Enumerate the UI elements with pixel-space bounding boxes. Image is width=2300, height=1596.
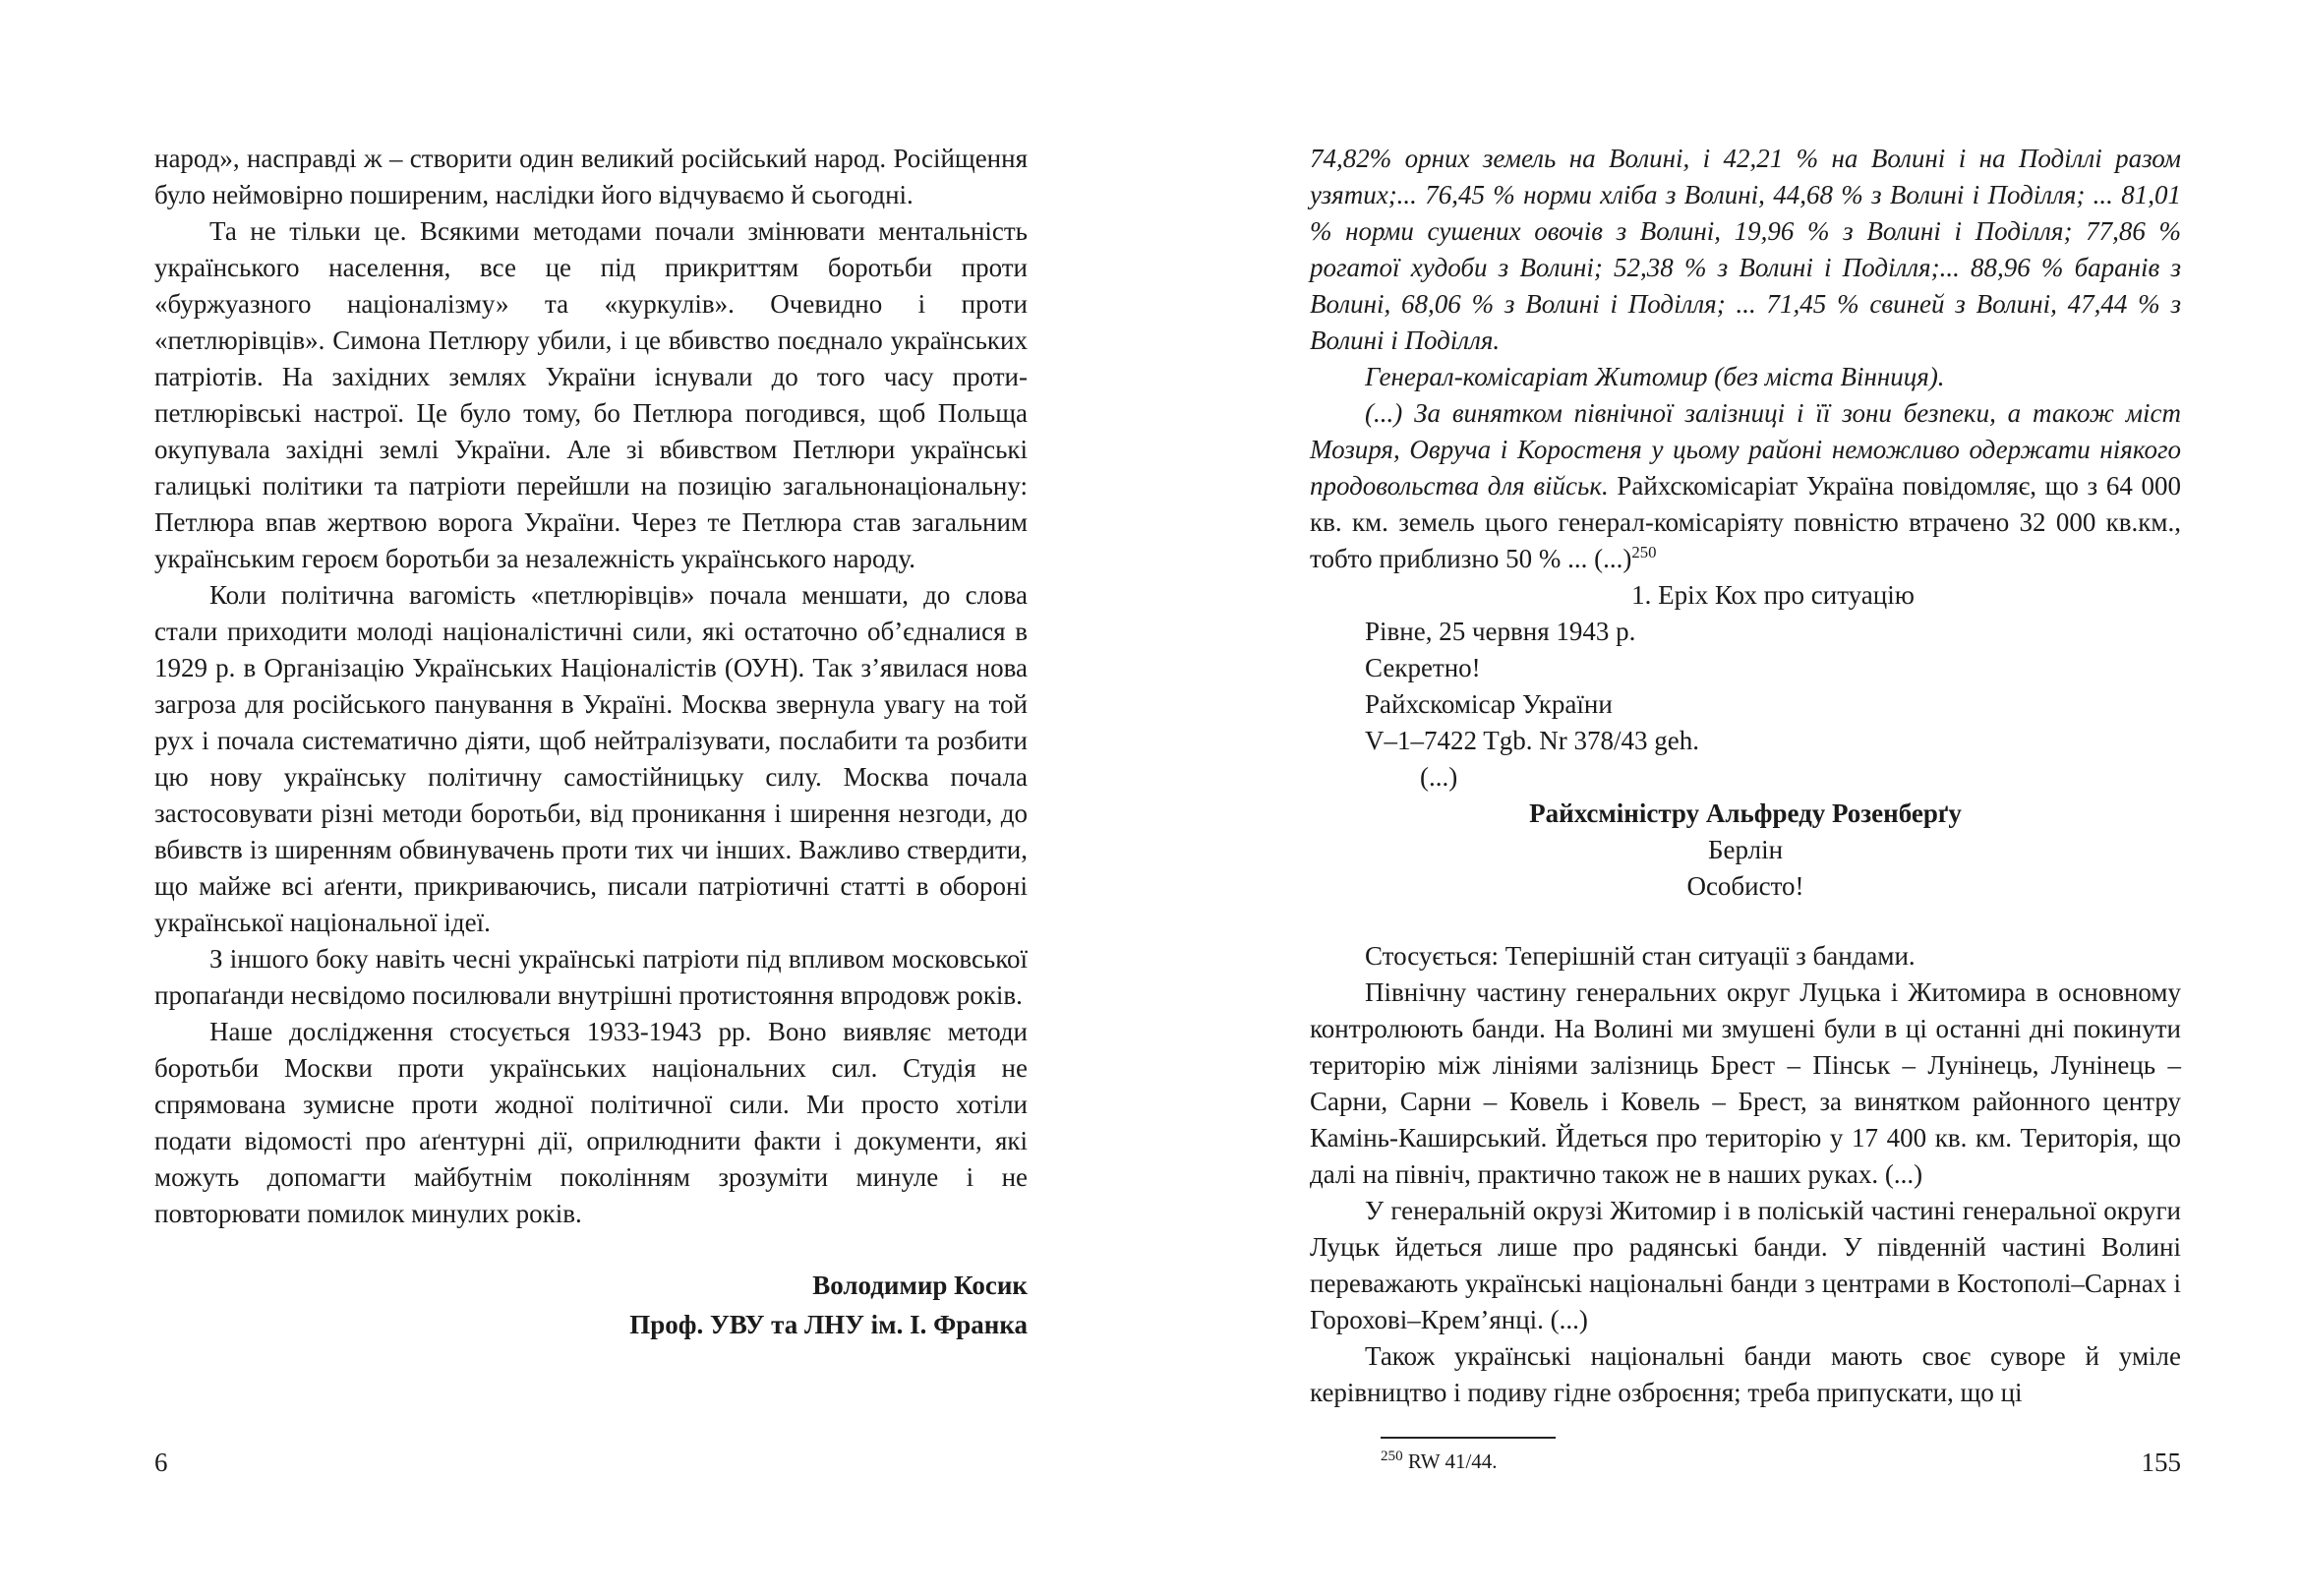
body-paragraph: Північну частину генеральних округ Луцька і Житомира в основному контролюють банди. На Волині ми змушені були в ці останні дні покинути територію між лініями залізниць Брест – Пінськ – Лунінець, Лунінець – Сарни, Сарни – Ковель і Ковель – Брест, за винятком районного центру Камінь-Каширський. Йдеться про територію у 17 400 кв. км. Територія, що далі на північ, практично також не в наших руках. (...) bbox=[1310, 977, 2181, 1189]
body-paragraph: З іншого боку навіть чесні українські патріоти під впливом московської пропаґанди несвідомо посилювали внутрішні протистояння впродовж років. bbox=[154, 944, 1028, 1010]
komisariat-line: Генерал-комісаріат Житомир (без міста Вінниця). bbox=[1365, 362, 1945, 391]
addressee-city: Берлін bbox=[1707, 835, 1784, 864]
body-paragraph: народ», насправді ж – створити один великий російський народ. Російщення було неймовірно поширеним, наслідки його відчуваємо й сьогодні. bbox=[154, 144, 1028, 209]
addressee-personal: Особисто! bbox=[1686, 871, 1804, 901]
statistics-quote: 74,82% орних земель на Волині, і 42,21 % на Волині і на Поділлі разом узятих;... 76,45 % норми хліба з Волині, 44,68 % з Волині і Поділля; ... 81,01 % норми сушених овочів з Волині, 19,96 % з Волині і Поділля; 77,86 % рогатої худоби з Волині; 52,38 % з Волині і Поділля;... 88,96 % баранів з Волині, 68,06 % з Волині і Поділля; ... 71,45 % свиней з Волині, 47,44 % з Волині і Поділля. bbox=[1310, 144, 2181, 355]
excerpt-regular-text: Райхскомісаріат Україна повідомляє, що з 64 000 кв. км. земель цього генерал-комісаріяту повністю втрачено 32 000 кв.км., тобто приблизно 50 % ... (...) bbox=[1310, 471, 2181, 573]
left-page-number: 6 bbox=[154, 1448, 168, 1477]
letterhead-secrecy: Секретно! bbox=[1365, 653, 1481, 682]
letterhead-office: Райхскомісар України bbox=[1365, 689, 1613, 719]
letterhead-place-date: Рівне, 25 червня 1943 р. bbox=[1365, 617, 1636, 646]
footnote-separator-rule bbox=[1381, 1437, 1556, 1439]
author-signature bbox=[154, 1266, 1028, 1344]
body-paragraph: Наше дослідження стосується 1933-1943 рр. Воно виявляє методи боротьби Москви проти українських національних сил. Студія не спрямована зумисне проти жодної політичної сили. Ми просто хотіли подати відомості про аґентурні дії, оприлюднити факти і документи, які можуть допомагти майбутнім поколінням зрозуміти минуле і не повторювати помилок минулих років. bbox=[154, 1017, 1028, 1228]
letterhead-reference-number: V–1–7422 Tgb. Nr 378/43 geh. bbox=[1365, 726, 1699, 755]
body-paragraph: Стосується: Теперішній стан ситуації з бандами. bbox=[1365, 941, 1916, 971]
body-paragraph: Також українські національні банди мають своє суворе й уміле керівництво і подиву гідне озброєння; треба припускати, що ці bbox=[1310, 1341, 2181, 1407]
left-page-text-column bbox=[154, 141, 1028, 1344]
addressee-block bbox=[1310, 796, 2181, 905]
author-title: Проф. УВУ та ЛНУ ім. І. Франка bbox=[629, 1310, 1028, 1339]
footnote-marker: 250 bbox=[1381, 1448, 1403, 1464]
right-page-number: 155 bbox=[2141, 1448, 2181, 1477]
footnote-source-text: RW 41/44. bbox=[1407, 1449, 1498, 1473]
body-paragraph: У генеральній окрузі Житомир і в поліській частині генеральної округи Луцьк йдеться лише про радянські банди. У південній частині Волині переважають українські національні банди з центрами в Костополі–Сарнах і Горохові–Крем’янці. (...) bbox=[1310, 1196, 2181, 1334]
author-name: Володимир Косик bbox=[812, 1271, 1028, 1300]
addressee-name: Райхсміністру Альфреду Розенберґу bbox=[1529, 798, 1962, 828]
section-heading: 1. Еріх Кох про ситуацію bbox=[1631, 580, 1915, 610]
letterhead-omission: (...) bbox=[1420, 762, 1458, 792]
excerpt-italic-text: (...) За винятком північної залізниці і її зони безпеки, а також міст Мозиря, Овруча і Коростеня у цьому районі неможливо одержати ніякого продовольства для військ. bbox=[1310, 398, 2181, 501]
right-page-text-column bbox=[1310, 141, 2181, 1474]
body-paragraph: Та не тільки це. Всякими методами почали змінювати ментальність українського населення, все це під прикриттям боротьби проти «буржуазного націоналізму» та «куркулів». Очевидно і проти «петлюрівців». Симона Петлюру убили, і це вбивство поєднало українських патріотів. На західних землях України існували до того часу проти-петлюрівські настрої. Це було тому, бо Петлюра погодився, щоб Польща окупувала західні землі України. Але зі вбивством Петлюри українські галицькі політики та патріоти перейшли на позицію загальнонаціональну: Петлюра впав жертвою ворога України. Через те Петлюра став загальним українським героєм боротьби за незалежність українського народу. bbox=[154, 216, 1028, 573]
body-paragraph: Коли політична вагомість «петлюрівців» почала меншати, до слова стали приходити молоді націоналістичні сили, які остаточно об’єдналися в 1929 р. в Організацію Українських Націоналістів (ОУН). Так з’явилася нова загроза для російського панування в Україні. Москва звернула увагу на той рух і почала систематично діяти, щоб нейтралізувати, послабити та розбити цю нову українську політичну самостійницьку силу. Москва почала застосовувати різні методи боротьби, від проникання і ширення незгоди, до вбивств із ширенням обвинувачень проти тих чи інших. Важливо ствердити, що майже всі аґенти, прикриваючись, писали патріотичні статті в обороні української національної ідеї. bbox=[154, 580, 1028, 937]
footnote-reference: 250 bbox=[1631, 543, 1657, 562]
excerpt-paragraph bbox=[1310, 395, 2181, 577]
